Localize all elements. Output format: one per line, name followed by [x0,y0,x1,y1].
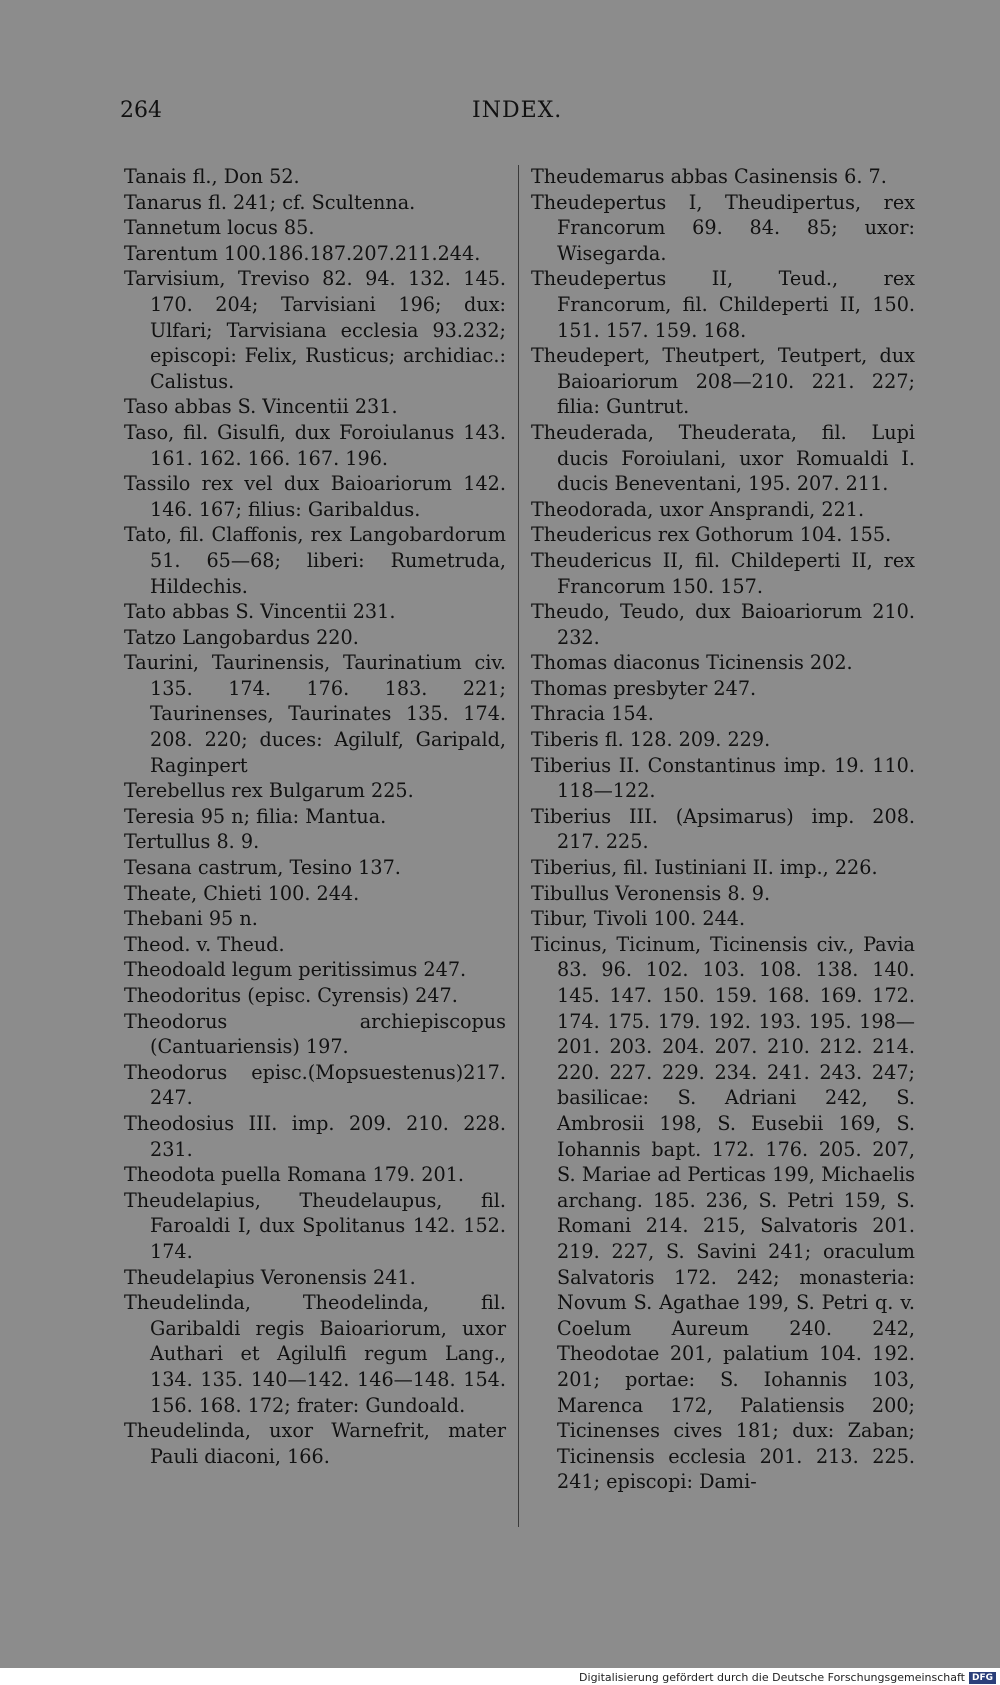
index-entry: Tarvisium, Treviso 82. 94. 132. 145. 170. 204; Tarvisiani 196; dux: Ulfari; Tarvisiana ecclesia 93.232; episcopi: Felix, Rusticus; archidiac.: Calistus. [124,267,506,393]
index-entry: Tatzo Langobardus 220. [124,625,359,649]
index-entry: Taso, fil. Gisulfi, dux Foroiulanus 143. 161. 162. 166. 167. 196. [124,420,506,470]
index-entry: Tesana castrum, Tesino 137. [124,856,401,880]
index-entry: Terebellus rex Bulgarum 225. [124,779,414,803]
index-entry: Tannetum locus 85. [124,216,315,240]
index-column-left [124,164,506,1469]
index-entry: Theudepert, Theutpert, Teutpert, dux Baioariorum 208—210. 221. 227; filia: Guntrut. [531,344,915,419]
index-entry: Theudemarus abbas Casinensis 6. 7. [531,165,887,188]
page-header [0,98,1000,132]
index-entry: Theudo, Teudo, dux Baioariorum 210. 232. [531,600,915,649]
index-entry: Theudepertus I, Theudipertus, rex Francorum 69. 84. 85; uxor: Wisegarda. [531,190,915,265]
index-entry: Tibur, Tivoli 100. 244. [531,907,746,931]
index-entry: Theodosius III. imp. 209. 210. 228. 231. [124,1111,506,1161]
index-entry: Theodoritus (episc. Cyrensis) 247. [124,984,458,1007]
index-entry: Theudericus rex Gothorum 104. 155. [531,523,892,547]
index-entry: Tiberis fl. 128. 209. 229. [531,728,771,752]
index-entry: Tanais fl., Don 52. [124,165,300,188]
index-entry: Theod. v. Theud. [124,932,285,956]
index-entry: Theudericus II, fil. Childeperti II, rex Francorum 150. 157. [531,548,915,598]
index-entry: Tiberius III. (Apsimarus) imp. 208. 217. 225. [531,804,915,854]
index-entry: Thracia 154. [531,702,654,726]
index-entry: Theudelapius, Theudelaupus, fil. Faroaldi I, dux Spolitanus 142. 152. 174. [124,1188,506,1263]
index-entry: Theudelapius Veronensis 241. [124,1265,416,1289]
index-entry: Theodorus episc.(Mopsuestenus)217. 247. [124,1060,506,1110]
index-entry: Tato abbas S. Vincentii 231. [124,600,396,624]
index-entry: Tato, fil. Claffonis, rex Langobardorum 51. 65—68; liberi: Rumetruda, Hildechis. [124,523,506,598]
index-entry: Tibullus Veronensis 8. 9. [531,881,771,905]
index-entry: Taso abbas S. Vincentii 231. [124,395,398,419]
index-entry: Tassilo rex vel dux Baioariorum 142. 146. 167; filius: Garibaldus. [124,472,506,521]
index-entry: Tertullus 8. 9. [124,830,260,854]
index-entry: Tiberius, fil. Iustiniani II. imp., 226. [531,856,878,880]
index-entry: Theodorus archiepiscopus (Cantuariensis) 197. [124,1009,506,1059]
index-entry: Theudelinda, Theodelinda, fil. Garibaldi regis Baioariorum, uxor Authari et Agilulfi regum Lang., 134. 135. 140—142. 146—148. 154. 156. 168. 172; frater: Gundoald. [124,1291,506,1417]
index-entry: Theodota puella Romana 179. 201. [124,1163,465,1187]
index-entry: Theate, Chieti 100. 244. [124,881,360,905]
index-entry: Tiberius II. Constantinus imp. 19. 110. 118—122. [531,753,915,803]
index-entry: Theodoald legum peritissimus 247. [124,958,467,982]
page-number: 264 [120,98,162,123]
index-entry: Thomas presbyter 247. [531,676,757,700]
index-entry: Theudelinda, uxor Warnefrit, mater Pauli diaconi, 166. [124,1419,506,1468]
index-entry: Theudepertus II, Teud., rex Francorum, fil. Childeperti II, 150. 151. 157. 159. 168. [531,267,915,342]
dfg-logo: DFG [969,1672,996,1684]
index-entry: Theuderada, Theuderata, fil. Lupi ducis Foroiulani, uxor Romualdi I. ducis Beneventani, 195. 207. 211. [531,420,915,496]
index-entry: Thomas diaconus Ticinensis 202. [531,651,853,675]
index-entry: Thebani 95 n. [124,907,258,931]
digitization-credit [579,1671,996,1684]
index-entry: Tanarus fl. 241; cf. Scultenna. [124,190,416,214]
credit-text: Digitalisierung gefördert durch die Deutsche Forschungsgemeinschaft [579,1671,965,1684]
running-head: INDEX. [472,98,563,123]
column-divider [518,165,519,1527]
index-entry: Tarentum 100.186.187.207.211.244. [124,241,481,265]
index-entry: Theodorada, uxor Ansprandi, 221. [531,497,865,521]
index-column-right [531,164,915,1495]
index-entry: Taurini, Taurinensis, Taurinatium civ. 135. 174. 176. 183. 221; Taurinenses, Taurinates 135. 174. 208. 220; duces: Agilulf, Garipald, Raginpert [124,651,506,777]
index-entry: Ticinus, Ticinum, Ticinensis civ., Pavia 83. 96. 102. 103. 108. 138. 140. 145. 147. 150. 159. 168. 169. 172. 174. 175. 179. 192. 193. 195. 198—201. 203. 204. 207. 210. 212. 214. 220. 227. 229. 234. 241. 243. 247; basilicae: S. Adriani 242, S. Ambrosii 198, S. Eusebii 169, S. Iohannis bapt. 172. 176. 205. 207, S. Mariae ad Perticas 199, Michaelis archang. 185. 236, S. Petri 159, S. Romani 214. 215, Salvatoris 201. 219. 227, S. Savini 241; oraculum Salvatoris 172. 242; monasteria: Novum S. Agathae 199, S. Petri q. v. Coelum Aureum 240. 242, Theodotae 201, palatium 104. 192. 201; portae: S. Iohannis 103, Marenca 172, Palatiensis 200; Ticinenses cives 181; dux: Zaban; Ticinensis ecclesia 201. 213. 225. 241; episcopi: Dami- [531,932,915,1494]
index-entry: Teresia 95 n; filia: Mantua. [124,804,387,828]
